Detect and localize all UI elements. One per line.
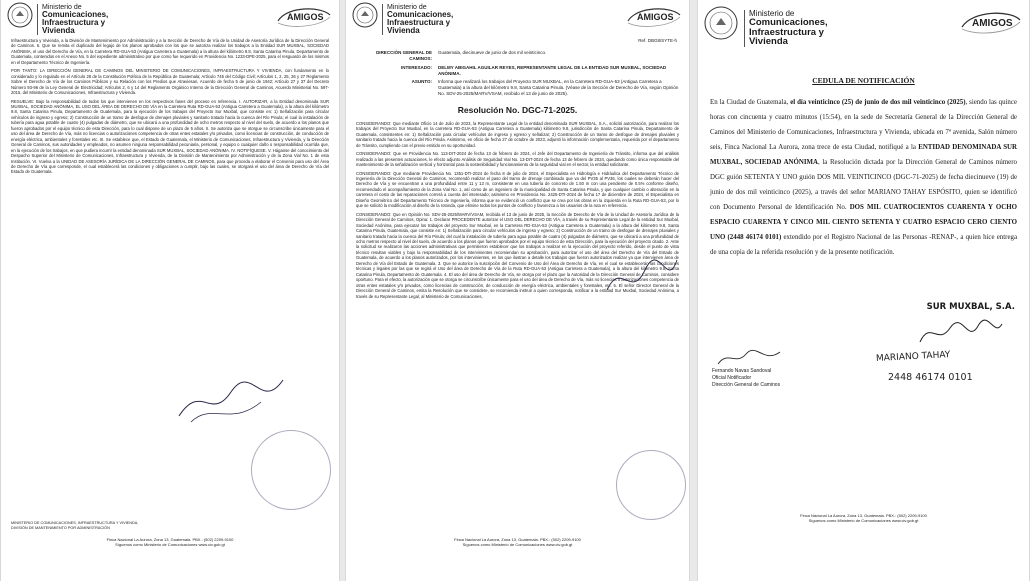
official-stamp xyxy=(251,430,331,510)
notifier-name: Fernando Navas Sandoval xyxy=(712,368,772,374)
footer-address: Finca Nacional La Aurora, Zona 13, Guatemala. PBX.: (502) 2209-9100 xyxy=(106,536,234,542)
notifier-role: Oficial Notificador xyxy=(712,374,752,381)
company-name: SUR MUXBAL, S.A. xyxy=(926,302,1015,312)
note-line: MINISTERIO DE COMUNICACIONES, INFRAESTRUCTURA Y VIVIENDA, xyxy=(11,521,139,526)
guatemala-seal-icon xyxy=(352,2,378,28)
page-header xyxy=(704,6,1023,46)
notification-text xyxy=(710,95,1017,261)
signature-image xyxy=(916,318,1006,350)
paragraph: CONSIDERANDO: Que mediante Oficio 14 de Julio de 2023, la Representante Legal de la entidad denominada SUR MUXBAL, S.A., solicitó autorización, para realizar los trabajos del Proyecto Sur Muxbal, en la carretera RD-GUA-53 (Antigua Carretera a Guatemala) kilómetro 9.8, jurisdicción de Santa Catarina Pinula, Departamento de Guatemala, consistentes en: 1) Señalización para circular vehículos de ingreso y egreso y señalizar; 2) Construcción de un tramo de desfogue de drenajes pluviales y sanitario tratado hacia la cuenca del Río Pinula. Asimismo, en oficio de fecha 27 de octubre de 2023, adjuntó la información complementaria, requerida por el departamento de Tránsito, cumpliendo con el previo emitido en su oportunidad. xyxy=(356,120,679,148)
handwritten-dpi: 2448 46174 0101 xyxy=(888,372,973,383)
field-value: Guatemala, diecinueve de junio de dos mil veinticinco. xyxy=(438,50,547,55)
header-row xyxy=(356,50,679,62)
ministry-line: Vivienda xyxy=(749,36,788,47)
notifier-org: Dirección General de Caminos xyxy=(712,381,781,388)
note-line: DIVISIÓN DE MANTENIMIENTO POR ADMINISTRACIÓN xyxy=(11,526,110,531)
guatemala-seal-icon xyxy=(704,6,738,40)
ministry-line: Infraestructura y xyxy=(749,26,824,38)
svg-text:AMIGOS: AMIGOS xyxy=(637,12,674,22)
page-footer xyxy=(346,537,689,547)
header-row xyxy=(356,79,679,97)
field-label: DIRECCIÓN GENERAL DE CAMINOS: xyxy=(376,50,432,61)
amigos-logo xyxy=(959,7,1023,37)
resolution-header xyxy=(346,50,689,97)
field-label: ASUNTO: xyxy=(411,79,432,85)
official-stamp xyxy=(616,450,686,520)
ministry-line: Ministerio de xyxy=(42,4,82,11)
resolution-body xyxy=(1,38,339,175)
field-value: Informa que realizará los trabajos del Proyecto SUR MUXBAL, en la Carretera RD-GUA-53 (Antigua Carretera a Guatemala) a la altura del kilómetro 9.8, Santa Catarina Pinula. (Véase de la Sección de Derecho de Vía, según Opinión No. SDV-25-2025/MARV/VSAM, recibido el 13 de junio de 2025). xyxy=(438,79,679,97)
footer-social: Síguenos como Ministerio de Comunicaciones www.civ.gob.gt xyxy=(115,541,225,547)
field-value: DELMY ABIGAHIL AGUILAR REYES, REPRESENTANTE LEGAL DE LA ENTIDAD SUR MUXBAL, SOCIEDAD ANÓNIMA. xyxy=(438,64,667,76)
text-run: En la Ciudad de Guatemala, xyxy=(710,99,791,106)
footer-social: Síguenos como Ministerio de Comunicaciones www.civ.gob.gt xyxy=(808,517,919,523)
distribution-note xyxy=(11,521,138,531)
header-row xyxy=(356,65,679,77)
text-run: el día veinticinco (25) de junio de dos mil veinticinco (2025) xyxy=(790,99,966,106)
ministry-line: Ministerio de xyxy=(387,4,427,11)
handwritten-name: MARIANO TAHAY xyxy=(875,350,951,364)
signature-image xyxy=(601,250,681,310)
amigos-logo xyxy=(275,3,333,29)
paragraph: CONSIDERANDO: Que mediante Providencia No. 1351-DTI-2024 de fecha 8 de julio de 2024, el Especialista en Hidrología e Hidráulica del Departamento Técnico de Ingeniería de la Dirección General de Caminos, recomendó realizar el paso del tramo de drenaje combinado que va del PV35 al PV36, los cuales se deberán hacer del Derecho de Vía y se encuentran a una profundidad entre 11 y 13 m, consistente en una tubería de concreto de 1.50 m con una pendiente de 0.5% conforme diseño, recomendado el acompañamiento de la Zona Vial No. 1, así como de un ingeniero de la municipalidad de Santa Catarina Pinula, y que cualquier cambio o alteración en la carretera el costo de las reparaciones correrá a cuenta del interesado; asimismo en Providencia No. 2425-DTI-2024 de fecha 17 de diciembre de 2024, el Especialista en Diseño Geométrico del Departamento Técnico de Ingeniería, informa que se evidenció un conflicto que se crea por las obras en la izquierda en la Ruta RD-GUA-53, por lo que se solicitó la modificación al diseño de la rotonda, que elimine todos los puntos de conflicto y favorezca a los usuarios de la ruta en referencia. xyxy=(356,170,679,209)
ministry-line: Infraestructura y xyxy=(387,18,451,27)
page-header xyxy=(352,2,683,36)
field-label: INTERESADO: xyxy=(400,64,432,70)
document-page-1 xyxy=(0,0,340,581)
ministry-line: Vivienda xyxy=(387,26,420,35)
text-run: ENTIDAD DENOMINADA SUR MUXBAL, SOCIEDAD ANÓNIMA xyxy=(710,144,1017,167)
notification-body xyxy=(698,76,1029,261)
footer-address: Finca Nacional La Aurora, Zona 13, Guatemala. PBX.: (502) 2209-9100 xyxy=(454,536,581,542)
page-footer xyxy=(1,537,339,547)
ministry-line: Ministerio de xyxy=(749,9,795,18)
notifier-block xyxy=(712,368,780,388)
paragraph: CONSIDERANDO: Que en Opinión No. SDV-25-2025/MARV/VSAM, recibida el 13 de junio de 2025, la Sección de Derecho de Vía de la Unidad de Asesoría Jurídica de la Dirección General de Caminos, Opina: 1. Declarar PROCEDENTE autorizar el USO DEL DERECHO DE VÍA, a través de su Representante Legal de la entidad Sur Muxbal, Sociedad Anónima, para ejecutar los trabajos del proyecto Sur Muxbal, en la Carretera RD-GUA-53 (Antigua Carretera a Guatemala) a la altura del kilómetro 9.8, Santa Catarina Pinula, Guatemala, que consiste en: 1) Señalización para circular vehículos de ingreso y egreso; 2) Construcción de un tramo de desfogue de drenajes pluviales y sanitario tratado hacia la cuenca del Río Pinula; del cual la instalación de tubería para agua potable de cuatro (4) pulgadas de diámetro, que se ubicará a una profundidad de ocho metros respecto al nivel del suelo, de acuerdo a los planos que fueron aprobados por el equipo técnico de esta Dirección, para la ejecución del proyecto citado. 2. Ante la solicitud se realizaron las acciones administrativas que permitieron establecer que los trabajos a realizar en la ejecución del proyecto referido, desde el punto de vista técnico resultan viables y bajo la responsabilidad de los intervinientes recomiendan su aprobación, para autorizar el uso del área del Derecho de Vía del Estado de Guatemala, de acuerdo a los planos autorizados, por los intervinientes, en los que ilustran a detalle los trabajos que fueron autorizados realizar ya que intervienen área de Derecho de Vía del Estado de Guatemala. 3. Que se autorice la suscripción del Convenio de Uso del Área de Derecho de Vía, en el cual se establecerán las condiciones técnicas y legales por las que se regirá el Uso del área de Derecho de Vía de la Ruta RD-GUA-53 (Antigua Carretera a Guatemala), a la altura del kilómetro 9.8, Santa Catarina Pinula, Departamento de Guatemala. 4. El uso del área de Derecho de Vía, se otorga por el plazo que la Autoridad de la Dirección General de Caminos, considere oportuno. Para el efecto, la autorización que se otorga se circunscribe únicamente para el uso del área de Derecho de Vía, más no licencias o autorizaciones competencia de otras entes estatales y/o privados, como licencias de construcción, de conducción de energía eléctrica, ambientales y forestales, etc. 5. El señor Director General de la Dirección General de Caminos, emita la Resolución que se considere, se recomienda instruir a quien corresponda, notificar a la entidad Sur Muxbal, Sociedad Anónima, a través de su Representante Legal, al Ministerio de Comunicaciones, xyxy=(356,211,679,299)
ministry-line: Vivienda xyxy=(42,26,75,35)
svg-text:AMIGOS: AMIGOS xyxy=(287,12,324,22)
text-run: , siendo las quince horas con cincuenta y cuatro minutos (15:54), en la sede de Secretaría General de la Dirección General de Caminos del Ministerio de Comunicaciones, Infraestructura y Vivienda, ubicada en 7ª avenida, Salón número seis, Finca Nacional La Aurora, zona trece de esta Ciudad, notifiqué a la xyxy=(710,99,1017,152)
document-page-3 xyxy=(697,0,1030,581)
signature-image xyxy=(171,372,291,432)
paragraph: RESUELVE: Bajo la responsabilidad de todos los que intervienen en los respectivos fases del proceso en referencia. I. AUTORIZAR, a la Entidad denominada SUR MUXBAL, SOCIEDAD ANÓNIMA, EL USO DEL ÁREA DE DERECHO DE VÍA en la Carretera Ruta RD-GUA-53 (Antigua Carretera a Guatemala), a la altura del kilómetro 9.8, Santa Catarina Pinula, Departamento de Guatemala, para la ejecución de los trabajos del Proyecto Sur Muxbal, que consiste en: 1) Señalización para circular vehículos de ingreso y egreso; 2) Construcción de un tramo de desfogue de drenajes pluviales y sanitario tratado hacia la cuenca del Río Pinula; el cual la instalación de tubería para agua potable de cuatro (4) pulgadas de diámetro, que se ubicará a una profundidad de ocho metros respecto al nivel del suelo, de acuerdo a los planos que fueron aprobados por el equipo técnico de esta Dirección, para lo cual dispone de un plazo de 5 años. II. Se autoriza que se otorgue se circunscribe únicamente para el uso del área de Derecho de Vía, más no licencias o autorizaciones competencia de otras entes estatales y/o privados, como licencias de construcción, de conducción de energía eléctrica, ambientales y forestales etc. III. Se establece que, el Estado de Guatemala, el Ministerio de Comunicaciones, Infraestructura y Vivienda, y la Dirección General de Caminos, sus autoridades y empleados, no asumen ninguna responsabilidad pecuniaria, personal, y equipo o cualquier daño o responsabilidad ocurrida que, en la ejecución de los trabajos, en que pudiera incurrir la entidad denominada SUR MUXBAL, SOCIEDAD ANÓNIMA. IV. NOTIFÍQUESE. V. Háganse del conocimiento del Despacho Superior del Ministerio de Comunicaciones, Infraestructura y Vivienda, de la División de Mantenimiento por Administración y de la Zona Vial No. 1 de esta Institución. VI. Vuelva a la UNIDAD DE ASESORÍA JURÍDICA DE LA DIRECCIÓN GENERAL DE CAMINOS, para que proceda a elaborar el Convenio para uso del Área de Derecho de Vía que corresponde, el cual establecerá las condiciones y obligaciones a cumplir, bajo las cuales, se otorgará el uso del área de Derecho de Vía del Estado de Guatemala. xyxy=(11,98,329,175)
paragraph: CONSIDERANDO: Que en Providencia No. 113-DIT-2024 de fecha 13 de febrero de 2024, el Jefe del Departamento de Ingeniería de Tránsito, informa que del análisis realizado a las presentes actuaciones, le efecto adjunto Análisis de Seguridad Vial No. 13-DIT-2024 de fecha 13 de febrero de 2024, quedando como única responsable del mantenimiento de la señalización vertical y horizontal para la sostenibilidad y funcionamiento de la seguridad vial en el sector, la entidad solicitante. xyxy=(356,151,679,168)
ministry-name xyxy=(744,10,828,47)
svg-text:AMIGOS: AMIGOS xyxy=(972,18,1013,29)
reference-number: Ref. DBG8/SYTE-h xyxy=(638,38,677,43)
document-page-2 xyxy=(345,0,690,581)
guatemala-seal-icon xyxy=(7,2,33,28)
amigos-logo xyxy=(625,3,683,29)
text-run: DOS MIL CUATROCIENTOS CUARENTA Y OCHO ESPACIO CUARENTA Y CINCO MIL CIENTO SETENTA Y CUATRO ESPACIO CERO CIENTO UNO (2448 46174 0101) xyxy=(710,204,1017,242)
resolution-title: Resolución No. DGC-71-2025. xyxy=(457,104,578,115)
signature-image xyxy=(714,346,784,370)
ministry-line: Infraestructura y xyxy=(42,18,106,27)
notification-title: CEDULA DE NOTIFICACIÓN xyxy=(812,76,915,85)
text-run: , la Resolución dictada por la Dirección General de Caminos número DGC guión SETENTA Y UNO guión DOS MIL VEINTICINCO (DGC-71-2025) de fecha diecinueve (19) de junio de dos mil veinticinco (2025), a través del señor MARIANO TAHAY ESPÓSITO, quien se identificó con Documento Personal de Identificación No. xyxy=(710,159,1017,212)
page-header xyxy=(7,2,333,36)
ministry-line: Comunicaciones, xyxy=(387,10,454,19)
paragraph: Infraestructura y Vivienda, a la División de Mantenimiento por Administración y a la Sección de Derecho de Vía de la Unidad de Asesoría Jurídica de la Dirección General de Caminos. 6. Que se remita el duplicado del legajo de los planos aprobados con los que se autoriza realizar los trabajos a la Entidad SUR MUXBAL, SOCIEDAD ANÓNIMA, el uso del Derecho de Vía, en la Carretera RD-GUA-53 (Antigua Carretera a Guatemala) a la altura del kilómetro 9.8, Santa Catarina Pinula, Departamento de Guatemala, contenidos en el Anexo No. 5 del expediente administrativo por que como fue requerido en Providencia No. 1233-DPE-2025, para el resguardo de los mismos en el Departamento Técnico de Ingeniería. xyxy=(11,38,329,65)
text-run: extendido por el Registro Nacional de las Personas -RENAP-, a quien hice entrega de una copia de la referida resolución y de la presente notificación. xyxy=(710,234,1018,257)
footer-social: Síguenos como Ministerio de Comunicaciones www.civ.gob.gt xyxy=(462,541,573,547)
ministry-name xyxy=(37,4,108,35)
paragraph: POR TANTO: LA DIRECCIÓN GENERAL DE CAMINOS DEL MINISTERIO DE COMUNICACIONES, INFRAESTRUCTURA Y VIVIENDA, con fundamento en lo considerado y lo regulado en el Artículo 28 de la Constitución Política de la República de Guatemala; Artículo 745 del Código Civil; Artículos 1, 2, 25, 26 y 27 Reglamento Sobre el Derecho de Vía de los Caminos Públicos y su Relación con los Predios que Atraviesan, Acuerdo de fecha 5 de junio de 1942; Artículo 27 y 37 del Decreto Número 93-96 de la Ley General de Electricidad; Artículos 2, 6 y 14 del Reglamento Orgánico Interno de la Dirección General de Caminos, Acuerdo Ministerial No. 597-2015, del Ministerio de Comunicaciones, Infraestructura y Vivienda. xyxy=(11,68,329,96)
ministry-line: Comunicaciones, xyxy=(749,17,828,28)
ministry-line: Comunicaciones, xyxy=(42,10,109,19)
page-footer xyxy=(698,513,1029,523)
footer-address: Finca Nacional La Aurora, Zona 13, Guatemala. PBX.: (502) 2209-9100 xyxy=(800,512,927,518)
ministry-name xyxy=(382,4,453,35)
